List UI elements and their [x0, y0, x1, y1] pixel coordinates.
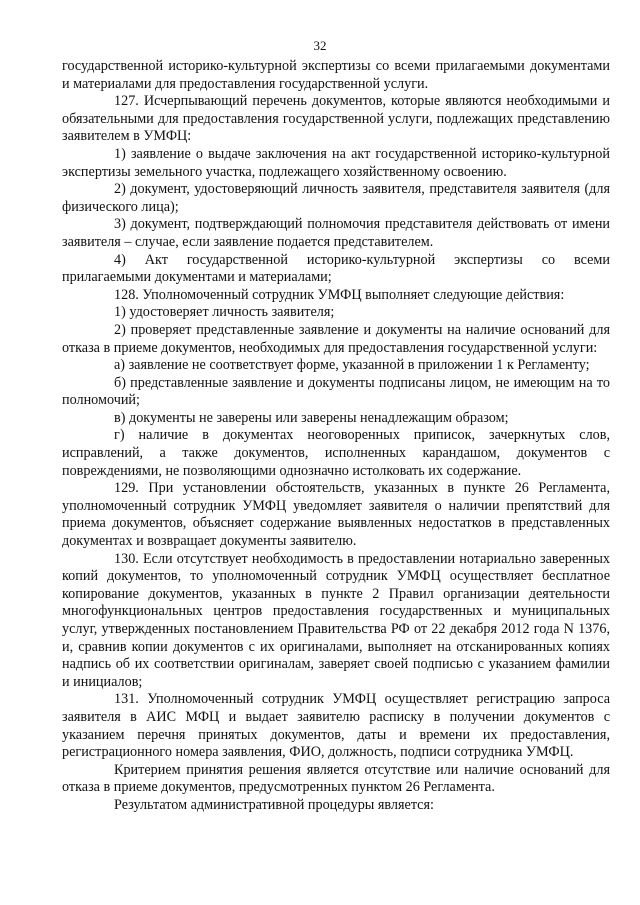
document-body	[62, 58, 610, 815]
paragraph-criterion: Критерием принятия решения является отсутствие или наличие оснований для отказа в приеме документов, предусмотренных пунктом 26 Регламента.	[62, 761, 610, 796]
paragraph-129: 129. При установлении обстоятельств, указанных в пункте 26 Регламента, уполномоченный сотрудник УМФЦ уведомляет заявителя о наличии препятствий для приема документов, объясняет содержание выявленных недостатков в представленных документах и возвращает документы заявителю.	[62, 480, 610, 550]
list-item-127-4: 4) Акт государственной историко-культурной экспертизы со всеми прилагаемыми документами и материалами;	[62, 251, 610, 286]
paragraph-130: 130. Если отсутствует необходимость в предоставлении нотариально заверенных копий документов, то уполномоченный сотрудник УМФЦ осуществляет бесплатное копирование документов, указанных в пункте 2 Правил организации деятельности многофункциональных центров предоставления государственных и муниципальных услуг, утвержденных постановлением Правительства РФ от 22 декабря 2012 года N 1376, и, сравнив копии документов с их оригиналами, выполняет на отсканированных копиях надпись об их соответствии оригиналам, заверяет своей подписью с указанием фамилии и инициалов;	[62, 550, 610, 690]
list-item-128-2b: б) представленные заявление и документы подписаны лицом, не имеющим на то полномочий;	[62, 374, 610, 409]
list-item-127-2: 2) документ, удостоверяющий личность заявителя, представителя заявителя (для физического лица);	[62, 181, 610, 215]
page-number: 32	[313, 38, 327, 53]
list-item-128-2: 2) проверяет представленные заявление и документы на наличие оснований для отказа в приеме документов, необходимых для предоставления государственной услуги:	[62, 321, 610, 356]
list-item-128-2d: г) наличие в документах неоговоренных приписок, зачеркнутых слов, исправлений, а также документов, исполненных карандашом, документов с повреждениями, не позволяющими однозначно истолковать их содержание.	[62, 427, 610, 479]
list-item-127-3: 3) документ, подтверждающий полномочия представителя действовать от имени заявителя – случае, если заявление подается представителем.	[62, 216, 610, 250]
list-item-128-2c: в) документы не заверены или заверены ненадлежащим образом;	[114, 409, 509, 426]
paragraph-131: 131. Уполномоченный сотрудник УМФЦ осуществляет регистрацию запроса заявителя в АИС МФЦ и выдает заявителю расписку в получении документов с указанием перечня принятых документов, даты и времени их предоставления, регистрационного номера заявления, ФИО, должность, подписи сотрудника УМФЦ.	[62, 691, 610, 761]
list-item-128-2a: а) заявление не соответствует форме, указанной в приложении 1 к Регламенту;	[114, 357, 590, 374]
paragraph-128: 128. Уполномоченный сотрудник УМФЦ выполняет следующие действия:	[114, 286, 565, 303]
list-item-128-1: 1) удостоверяет личность заявителя;	[114, 304, 335, 321]
paragraph-continuation: государственной историко-культурной экспертизы со всеми прилагаемыми документами и материалами для предоставления государственной услуги.	[62, 58, 610, 92]
list-item-127-1: 1) заявление о выдаче заключения на акт государственной историко-культурной экспертизы земельного участка, подлежащего хозяйственному освоению.	[62, 145, 610, 180]
paragraph-result: Результатом административной процедуры является:	[114, 796, 434, 813]
paragraph-127: 127. Исчерпывающий перечень документов, которые являются необходимыми и обязательными для предоставления государственной услуги, подлежащих представлению заявителем в УМФЦ:	[62, 93, 610, 145]
